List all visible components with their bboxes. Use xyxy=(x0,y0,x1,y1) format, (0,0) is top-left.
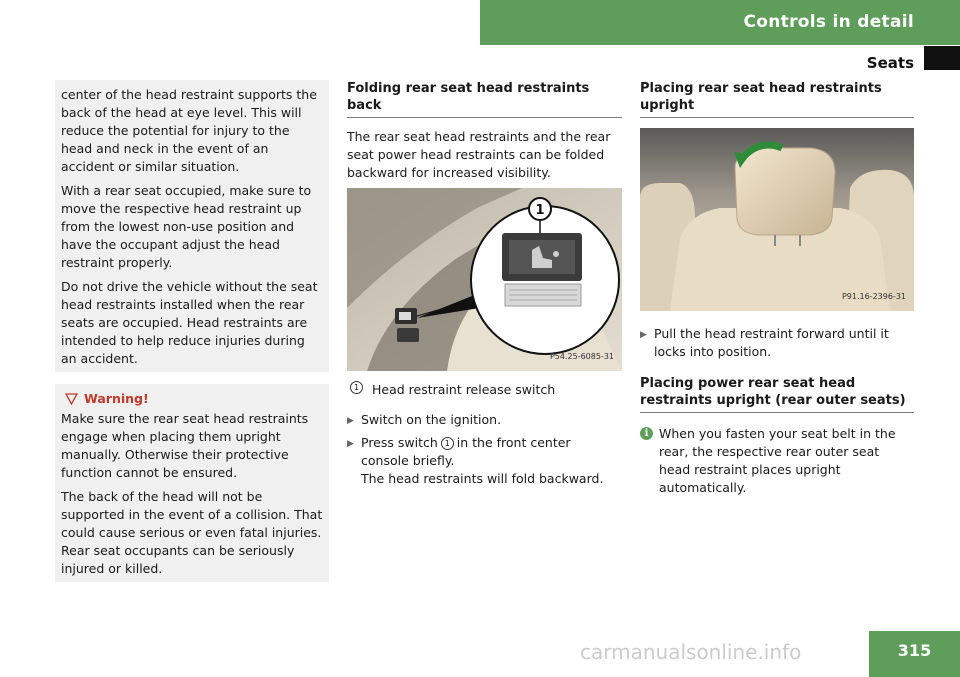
legend-text: Head restraint release switch xyxy=(372,382,556,397)
warning-triangle-icon xyxy=(65,393,78,405)
watermark: carmanualsonline.info xyxy=(580,640,802,664)
box-paragraph: With a rear seat occupied, make sure to move the respective head restraint up from the lowest non-use position and have the occupant adjust the head restraint properly. xyxy=(61,183,312,270)
step-item xyxy=(640,325,914,361)
rear-seat-illustration xyxy=(640,128,914,311)
step-text: Pull the head restraint forward until it locks into position. xyxy=(654,326,889,359)
warning-paragraph: Make sure the rear seat head restraints engage when placing them upright manually. Otherwise their protective function cannot be ensured. xyxy=(61,411,309,480)
info-icon: i xyxy=(640,427,653,440)
head-restraint-photo xyxy=(640,128,914,311)
step-arrow-icon: ▶ xyxy=(640,330,647,340)
warning-paragraph: The back of the head will not be supported in the event of a collision. That could cause serious or even fatal injuries. Rear seat occupants can be seriously injured or killed. xyxy=(61,489,323,576)
subsection-title: Seats xyxy=(866,54,914,72)
column-2 xyxy=(347,80,622,492)
step-text xyxy=(361,434,622,488)
legend-item xyxy=(347,381,622,399)
step-text: Switch on the ignition. xyxy=(361,412,502,427)
section-heading: Folding rear seat head restraints back xyxy=(347,80,622,118)
center-console-photo xyxy=(347,188,622,371)
callout-number: 1 xyxy=(535,203,545,218)
column-1 xyxy=(55,80,329,582)
info-note xyxy=(640,425,914,497)
column-3 xyxy=(640,80,914,497)
info-text: When you fasten your seat belt in the rear, the respective rear outer seat head restraint places upright automatically. xyxy=(659,426,896,495)
intro-text: The rear seat head restraints and the rear seat power head restraints can be folded backward for increased visibility. xyxy=(347,129,611,180)
page-number: 315 xyxy=(869,631,960,677)
step-arrow-icon: ▶ xyxy=(347,439,354,449)
step-arrow-icon: ▶ xyxy=(347,416,354,426)
warning-box xyxy=(55,384,329,582)
console-illustration xyxy=(347,188,622,371)
image-code: P91.16-2396-31 xyxy=(841,292,906,301)
legend-number: 1 xyxy=(350,381,363,394)
inline-number: 1 xyxy=(441,437,454,450)
thumb-tab xyxy=(924,46,960,70)
section-heading: Placing power rear seat head restraints upright (rear outer seats) xyxy=(640,375,914,413)
info-box xyxy=(55,80,329,372)
step-item xyxy=(347,434,622,488)
step-text-before: Press switch xyxy=(361,435,438,450)
box-paragraph: Do not drive the vehicle without the seat head restraints installed when the rear seats are occupied. Head restraints are intended to help reduce injuries during an accident. xyxy=(61,279,318,366)
box-paragraph: center of the head restraint supports the back of the head at eye level. This will reduce the potential for injury to the head and neck in the event of an accident or similar situation. xyxy=(61,87,317,174)
step-text-after: in the front center console briefly. xyxy=(361,435,571,468)
warning-title: Warning! xyxy=(84,391,149,406)
warning-heading xyxy=(61,390,323,408)
image-code: P54.25-6085-31 xyxy=(549,352,614,361)
section-title: Controls in detail xyxy=(743,12,914,32)
step-item xyxy=(347,411,622,430)
section-heading: Placing rear seat head restraints upright xyxy=(640,80,914,118)
step-result: The head restraints will fold backward. xyxy=(361,471,604,486)
